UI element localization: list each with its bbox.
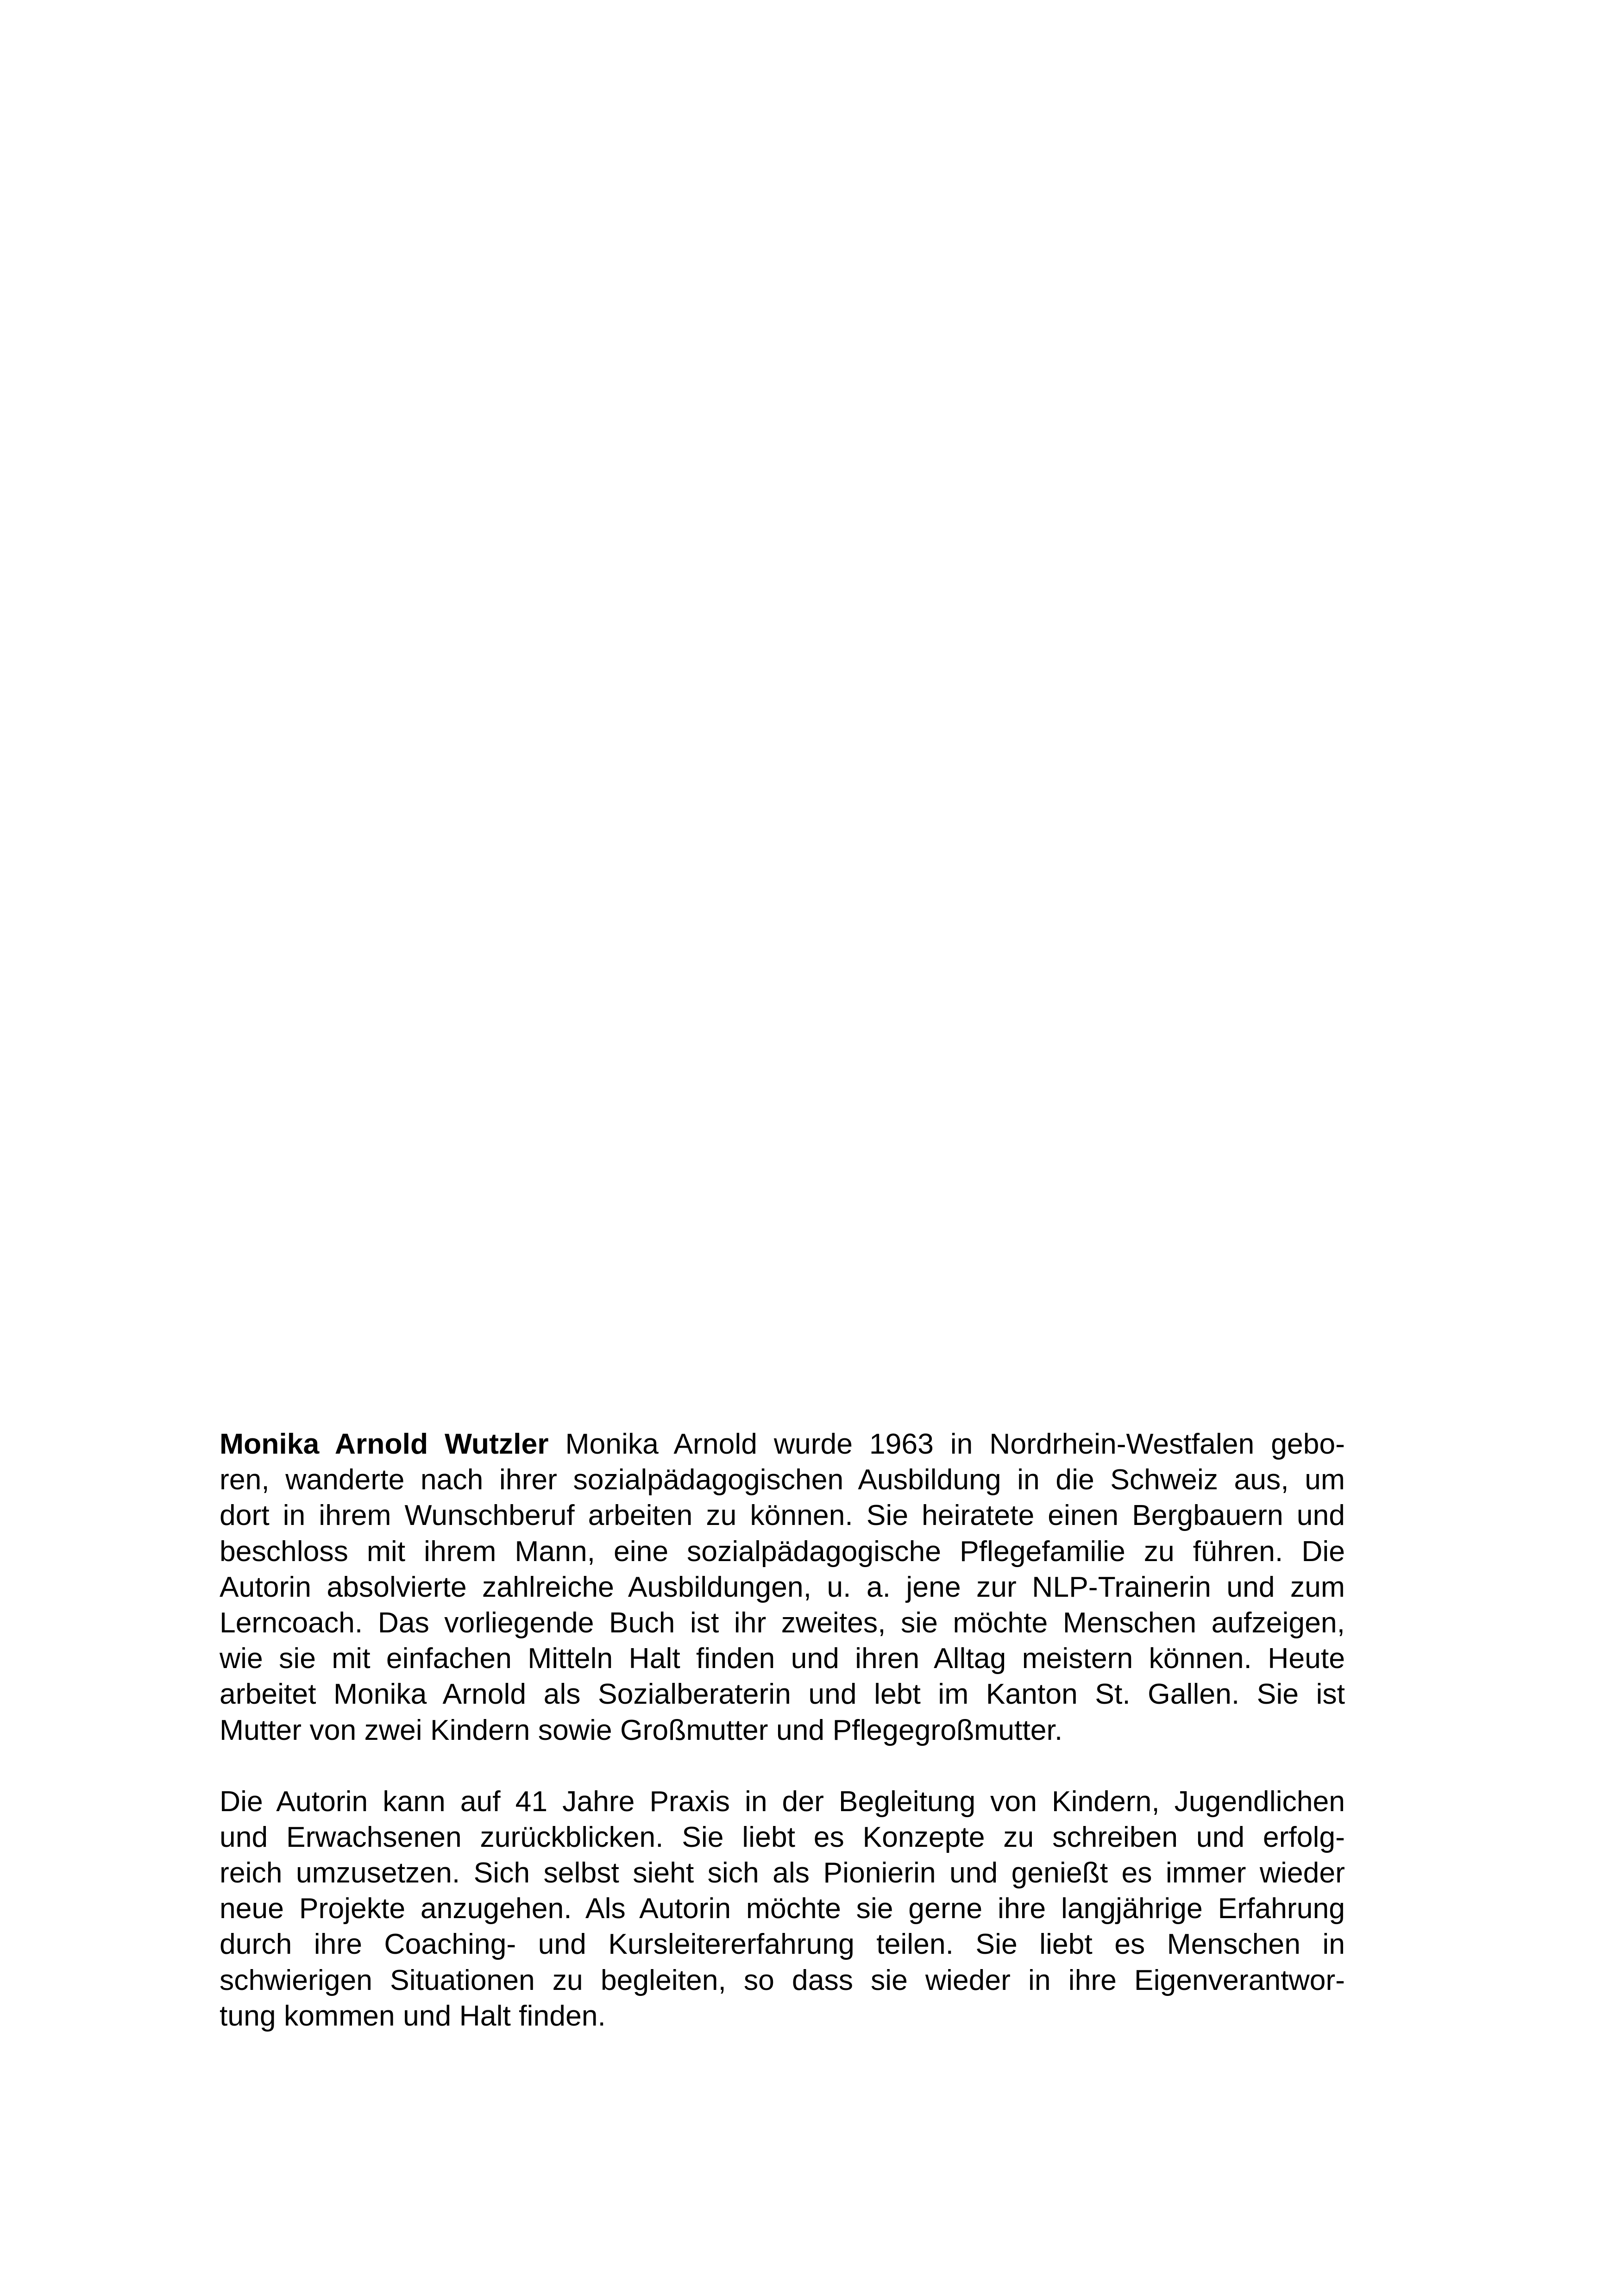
bio-line: durch ihre Coaching- und Kursleitererfahrung teilen. Sie liebt es Menschen in: [220, 1928, 1345, 1961]
author-bio: [220, 1426, 1345, 2034]
bio-line: tung kommen und Halt finden.: [220, 1999, 606, 2032]
bio-line: Mutter von zwei Kindern sowie Großmutter und Pflegegroßmutter.: [220, 1713, 1063, 1746]
bio-paragraph-2: [220, 1784, 1345, 2034]
bio-line: Lerncoach. Das vorliegende Buch ist ihr zweites, sie möchte Menschen aufzeigen,: [220, 1606, 1345, 1639]
bio-line: Autorin absolvierte zahlreiche Ausbildungen, u. a. jene zur NLP-Trainerin und zum: [220, 1570, 1345, 1603]
bio-line: schwierigen Situationen zu begleiten, so dass sie wieder in ihre Eigenverantwor-: [220, 1964, 1345, 1996]
bio-line: dort in ihrem Wunschberuf arbeiten zu können. Sie heiratete einen Bergbauern und: [220, 1499, 1345, 1532]
author-name: Monika Arnold Wutzler: [220, 1428, 549, 1460]
bio-line: wie sie mit einfachen Mitteln Halt finden und ihren Alltag meistern können. Heute: [220, 1642, 1345, 1675]
bio-line: beschloss mit ihrem Mann, eine sozialpädagogische Pflegefamilie zu führen. Die: [220, 1535, 1345, 1568]
bio-line: arbeitet Monika Arnold als Sozialberaterin und lebt im Kanton St. Gallen. Sie ist: [220, 1678, 1345, 1711]
bio-line: [220, 1426, 1345, 1462]
bio-line: Die Autorin kann auf 41 Jahre Praxis in der Begleitung von Kindern, Jugendlichen: [220, 1785, 1345, 1818]
bio-paragraph-1: [220, 1426, 1345, 1748]
bio-line: ren, wanderte nach ihrer sozialpädagogischen Ausbildung in die Schweiz aus, um: [220, 1463, 1345, 1496]
bio-line: neue Projekte anzugehen. Als Autorin möchte sie gerne ihre langjährige Erfahrung: [220, 1892, 1345, 1925]
bio-line: und Erwachsenen zurückblicken. Sie liebt es Konzepte zu schreiben und erfolg-: [220, 1820, 1345, 1853]
bio-text: Monika Arnold wurde 1963 in Nordrhein-Westfalen gebo-: [548, 1428, 1345, 1460]
bio-line: reich umzusetzen. Sich selbst sieht sich als Pionierin und genießt es immer wieder: [220, 1857, 1345, 1889]
